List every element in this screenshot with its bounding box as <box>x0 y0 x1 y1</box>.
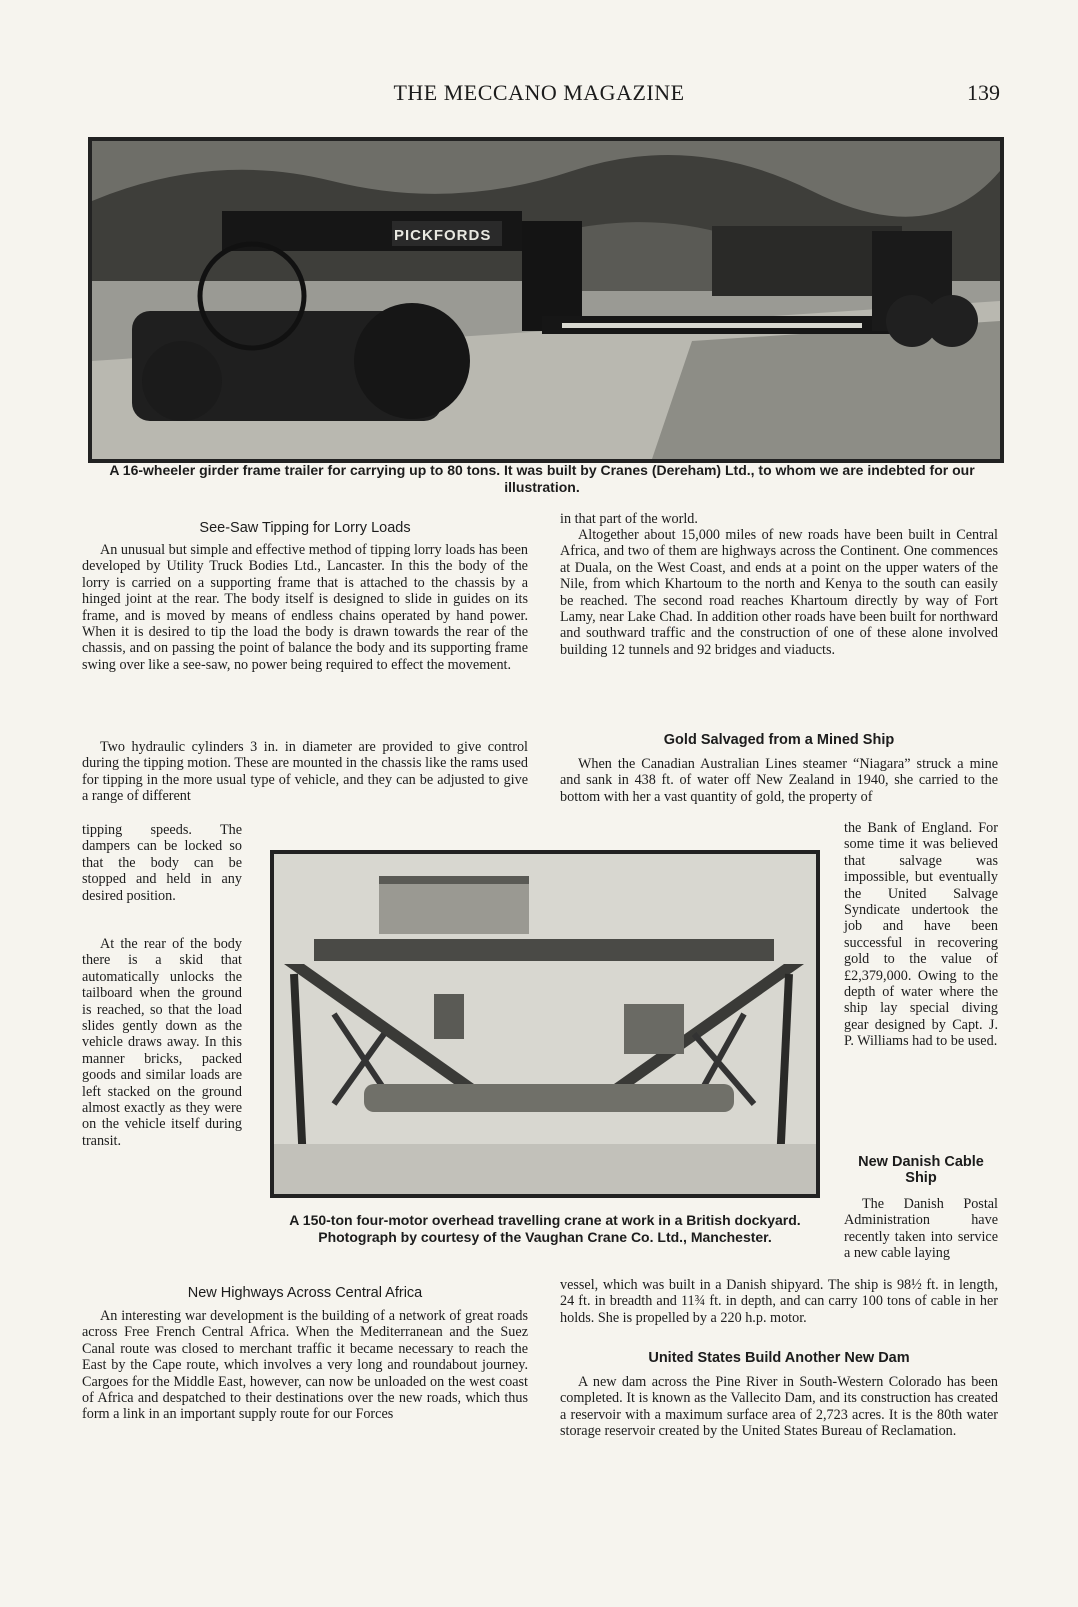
see-saw-paragraph-2-continued: tipping speeds. The dampers can be locked so that the body can be stopped and held in any desired position. <box>82 822 242 904</box>
gold-heading: Gold Salvaged from a Mined Ship <box>663 732 895 748</box>
danish-paragraph-1: The Danish Postal Administration have recently taken into service a new cable laying <box>844 1196 998 1262</box>
see-saw-heading: See-Saw Tipping for Lorry Loads <box>199 520 411 536</box>
gold-paragraph-1: When the Canadian Australian Lines steamer “Niagara” struck a mine and sank in 438 ft. of water off New Zealand in 1940, she carried to the bottom with her a vast quantity of gold, the property of <box>560 756 998 805</box>
highways-paragraph-1: An interesting war development is the building of a network of great roads across Free French Central Africa. When the Mediterranean and the Suez Canal route was closed to merchant traffic it became necessary to reach the East by the Cape route, which involves a very long and roundabout journey. Cargoes for the Middle East, however, can now be unloaded on the west coast of Africa and despatched to their destinations over the new roads, which thus form a link in an important supply route for our Forces <box>82 1308 528 1423</box>
danish-paragraph-1-continued: vessel, which was built in a Danish shipyard. The ship is 98½ ft. in length, 24 ft. in breadth and 11¾ ft. in depth, and can carry 100 tons of cable in her holds. She is propelled by a 220 h.p. motor. <box>560 1277 998 1326</box>
danish-heading: New Danish Cable Ship <box>858 1154 984 1186</box>
page-number: 139 <box>967 80 1000 105</box>
trailer-lettering: PICKFORDS <box>394 227 492 244</box>
trailer-caption: A 16-wheeler girder frame trailer for carrying up to 80 tons. It was built by Cranes (Dereham) Ltd., to whom we are indebted for our illustration. <box>109 462 975 495</box>
dam-paragraph-1: A new dam across the Pine River in South-Western Colorado has been completed. It is known as the Vallecito Dam, and its construction has created a reservoir with a maximum surface area of 2,723 acres. It is the 80th water storage reservoir created by the United States Bureau of Reclamation. <box>560 1374 998 1440</box>
dam-heading: United States Build Another New Dam <box>648 1350 910 1366</box>
see-saw-paragraph-2: Two hydraulic cylinders 3 in. in diameter are provided to give control during the tipping motion. These are mounted in the chassis like the rams used for tipping in the more usual type of vehicle, and they can be adjusted to give a range of different <box>82 739 528 805</box>
crane-caption: A 150-ton four-motor overhead travelling crane at work in a British dockyard. Photograph by courtesy of the Vaughan Crane Co. Ltd., Manchester. <box>289 1212 801 1245</box>
see-saw-paragraph-1: An unusual but simple and effective method of tipping lorry loads has been developed by Utility Truck Bodies Ltd., Lancaster. In this the body of the lorry is carried on a supporting frame that is attached to the chassis by a hinged joint at the rear. The body itself is designed to slide in guides on its frame, and is moved by means of endless chains operated by hand power. When it is desired to tip the load the body is drawn towards the rear of the chassis, and on passing the point of balance the body and its supporting frame swing over like a see-saw, no power being required to effect the movement. <box>82 542 528 673</box>
see-saw-paragraph-3: At the rear of the body there is a skid that automatically unlocks the tailboard when the ground is reached, so that the load slides gently down as the vehicle draws away. In this manner bricks, packed goods and similar loads are left stacked on the ground almost exactly as they were on the vehicle itself during transit. <box>82 936 242 1149</box>
highways-paragraph-1-continued: in that part of the world. <box>560 511 698 527</box>
highways-paragraph-2: Altogether about 15,000 miles of new roads have been built in Central Africa, and two of them are highways across the Continent. One commences at Duala, on the West Coast, and ends at a point on the upper waters of the Nile, from which Khartoum to the north and Kenya to the south can easily be reached. The second road reaches Khartoum directly by way of Fort Lamy, near Lake Chad. In addition other roads have been built for northward and southward traffic and the construction of one of these alone involved building 12 tunnels and 92 bridges and viaducts. <box>560 527 998 658</box>
trailer-photo <box>88 137 1004 463</box>
magazine-title: THE MECCANO MAGAZINE <box>393 80 685 105</box>
crane-photo <box>270 850 820 1198</box>
highways-heading: New Highways Across Central Africa <box>187 1285 423 1301</box>
gold-paragraph-1-continued: the Bank of England. For some time it was believed that salvage was impossible, but eventually the United Salvage Syndicate undertook the job and have been successful in recovering gold to the value of £2,379,000. Owing to the depth of water where the ship lay special diving gear designed by Capt. J. P. Williams had to be used. <box>844 820 998 1050</box>
